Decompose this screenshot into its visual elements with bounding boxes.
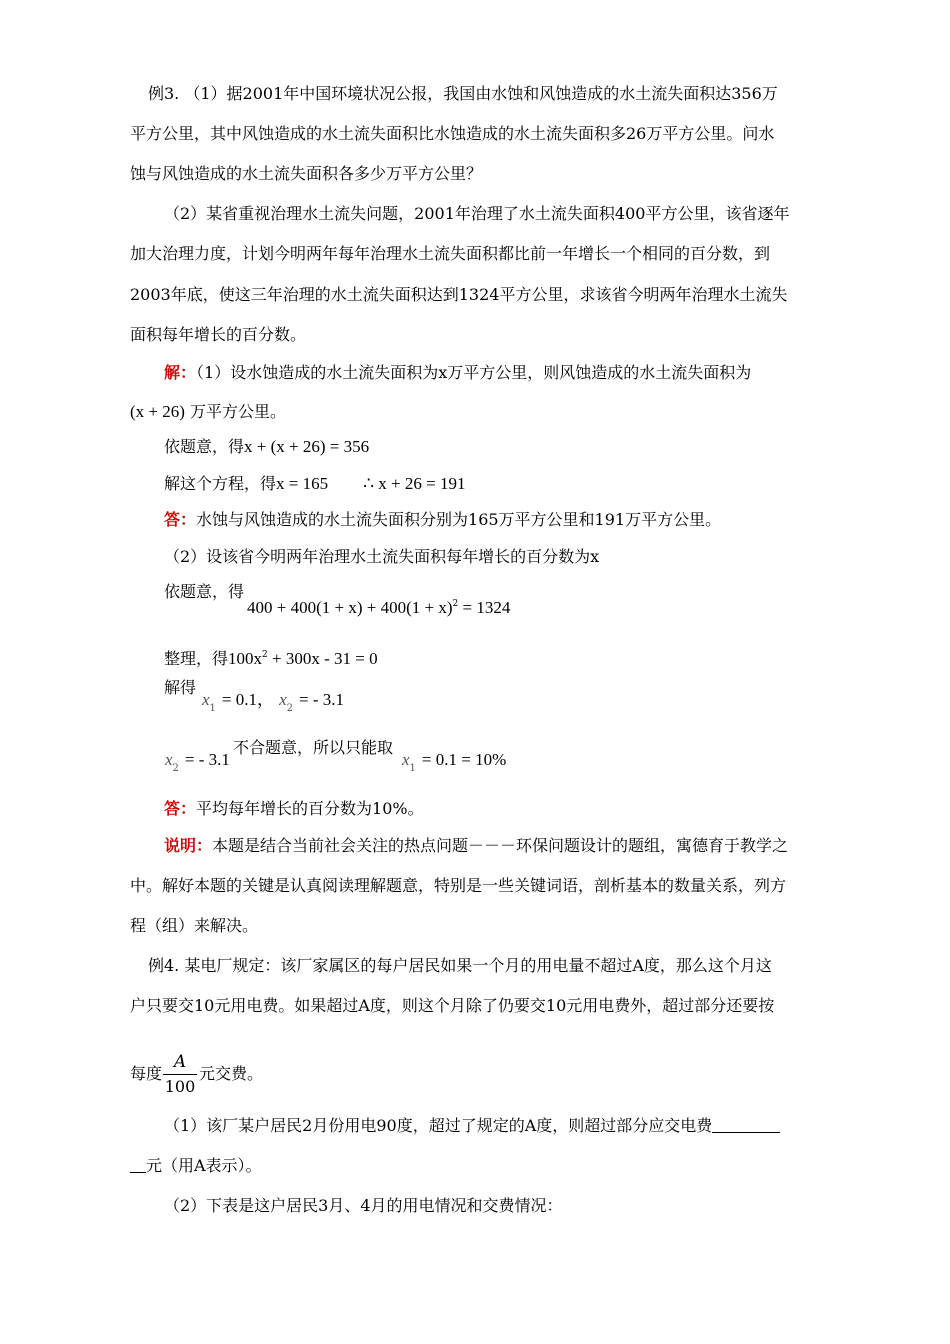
- question1-end-text: 元（用A表示）。: [146, 1156, 262, 1175]
- accepted-root-subscript: 1: [409, 763, 416, 774]
- equation3: [247, 594, 510, 618]
- equation4-exponent: 2: [262, 650, 268, 660]
- question1-text: （1）该厂某户居民2月份用电90度，超过了规定的A度，则超过部分应交电费: [164, 1116, 713, 1135]
- accepted-root: [402, 750, 506, 773]
- fraction-numerator: A: [173, 1052, 187, 1072]
- root2-variable: x: [279, 690, 287, 709]
- example4-line3-post: 元交费。: [199, 1064, 264, 1083]
- expression-x-plus-26: (x + 26): [130, 402, 185, 421]
- answer-label: 答：: [164, 510, 197, 529]
- note-text1: 本题是结合当前社会关注的热点问题－－－环保问题设计的题组，寓德育于教学之: [212, 836, 789, 855]
- answer1-line: [164, 510, 721, 530]
- example4-line1: 例4. 某电厂规定：该厂家属区的每户居民如果一个月的用电量不超过A度，那么这个月这: [148, 956, 772, 975]
- equation1: x + (x + 26) = 356: [244, 437, 370, 456]
- fraction-bar: [163, 1074, 197, 1075]
- rejected-root-value: = - 3.1: [184, 750, 230, 769]
- equation2-line: [164, 474, 465, 494]
- equation3-left: 400 + 400(1 + x) + 400(1 + x): [247, 598, 453, 617]
- example3-line1: 例3. （1）据2001年中国环境状况公报，我国由水蚀和风蚀造成的水土流失面积达356万: [148, 84, 778, 103]
- rejection-text: 不合题意，所以只能取: [233, 738, 394, 757]
- fraction-denominator: 100: [164, 1077, 196, 1096]
- rejected-root-subscript: 2: [172, 763, 179, 774]
- equation4-right: + 300x - 31 = 0: [267, 649, 378, 668]
- example4-question1-end: [130, 1156, 262, 1176]
- equation4-left: 100x: [228, 649, 263, 668]
- solution-part1-line2: [130, 402, 286, 422]
- example4-question2: （2）下表是这户居民3月、4月的用电情况和交费情况：: [164, 1196, 563, 1215]
- rejected-root-variable: x: [165, 750, 173, 769]
- equation1-line: [164, 437, 369, 457]
- root2-value: = - 3.1: [299, 690, 345, 709]
- solution-label: 解：: [164, 363, 197, 382]
- answer1-text: 水蚀与风蚀造成的水土流失面积分别为165万平方公里和191万平方公里。: [196, 510, 722, 529]
- answer2-line: [164, 799, 424, 819]
- example3-line6: 2003年底，使这三年治理的水土流失面积达到1324平方公里，求该省今明两年治理水土流失: [130, 285, 788, 304]
- note-line2: 中。解好本题的关键是认真阅读理解题意，特别是一些关键词语，剖析基本的数量关系，列方: [130, 876, 787, 895]
- example3-line5: 加大治理力度，计划今明两年每年治理水土流失面积都比前一年增长一个相同的百分数，到: [130, 244, 771, 263]
- solution-part1-line1: [164, 363, 751, 383]
- equation3-right: = 1324: [458, 598, 511, 617]
- equation4-line: [164, 645, 378, 669]
- equation1-lead: 依题意，得: [164, 437, 245, 456]
- equation2-solution: x = 165: [276, 474, 329, 493]
- equation4-lead: 整理，得: [164, 649, 229, 668]
- solution-part1-text: （1）设水蚀造成的水土流失面积为x万平方公里，则风蚀造成的水土流失面积为: [196, 363, 752, 382]
- equation5-lead: 解得: [164, 678, 197, 697]
- example3-line4: （2）某省重视治理水土流失问题，2001年治理了水土流失面积400平方公里，该省逐年: [164, 204, 790, 223]
- answer-blank-continued[interactable]: [130, 1156, 146, 1173]
- example3-line2: 平方公里，其中风蚀造成的水土流失面积比水蚀造成的水土流失面积多26万平方公里。问水: [130, 124, 775, 143]
- answer2-label: 答：: [164, 799, 197, 818]
- answer2-text: 平均每年增长的百分数为10%。: [196, 799, 424, 818]
- equation3-exponent: 2: [452, 599, 459, 609]
- rejected-root: [165, 750, 230, 773]
- root1-variable: x: [202, 690, 210, 709]
- accepted-root-variable: x: [402, 750, 410, 769]
- example4-line3-pre: 每度: [130, 1064, 163, 1083]
- solution-part2-line1: （2）设该省今明两年治理水土流失面积每年增长的百分数为x: [164, 547, 600, 566]
- equation2-result: ∴ x + 26 = 191: [363, 474, 466, 493]
- accepted-root-value: = 0.1 = 10%: [421, 750, 507, 769]
- unit-text: 万平方公里。: [190, 402, 287, 421]
- answer-blank[interactable]: [712, 1116, 780, 1133]
- example3-line3: 蚀与风蚀造成的水土流失面积各多少万平方公里？: [130, 164, 483, 183]
- fraction-a-over-100: [163, 1052, 197, 1097]
- note-line3: 程（组）来解决。: [130, 916, 259, 935]
- note-line1: [164, 836, 788, 856]
- root1-value: = 0.1，: [221, 690, 275, 709]
- root1-subscript: 1: [209, 703, 216, 714]
- roots-line: [202, 690, 344, 713]
- equation2-lead: 解这个方程，得: [164, 474, 277, 493]
- root2-subscript: 2: [286, 703, 294, 714]
- equation3-lead: 依题意，得: [164, 582, 245, 601]
- example3-line7: 面积每年增长的百分数。: [130, 325, 307, 344]
- example4-question1: [164, 1116, 780, 1136]
- example4-line2: 户只要交10元用电费。如果超过A度，则这个月除了仍要交10元用电费外，超过部分还要按: [130, 996, 775, 1015]
- note-label: 说明：: [164, 836, 213, 855]
